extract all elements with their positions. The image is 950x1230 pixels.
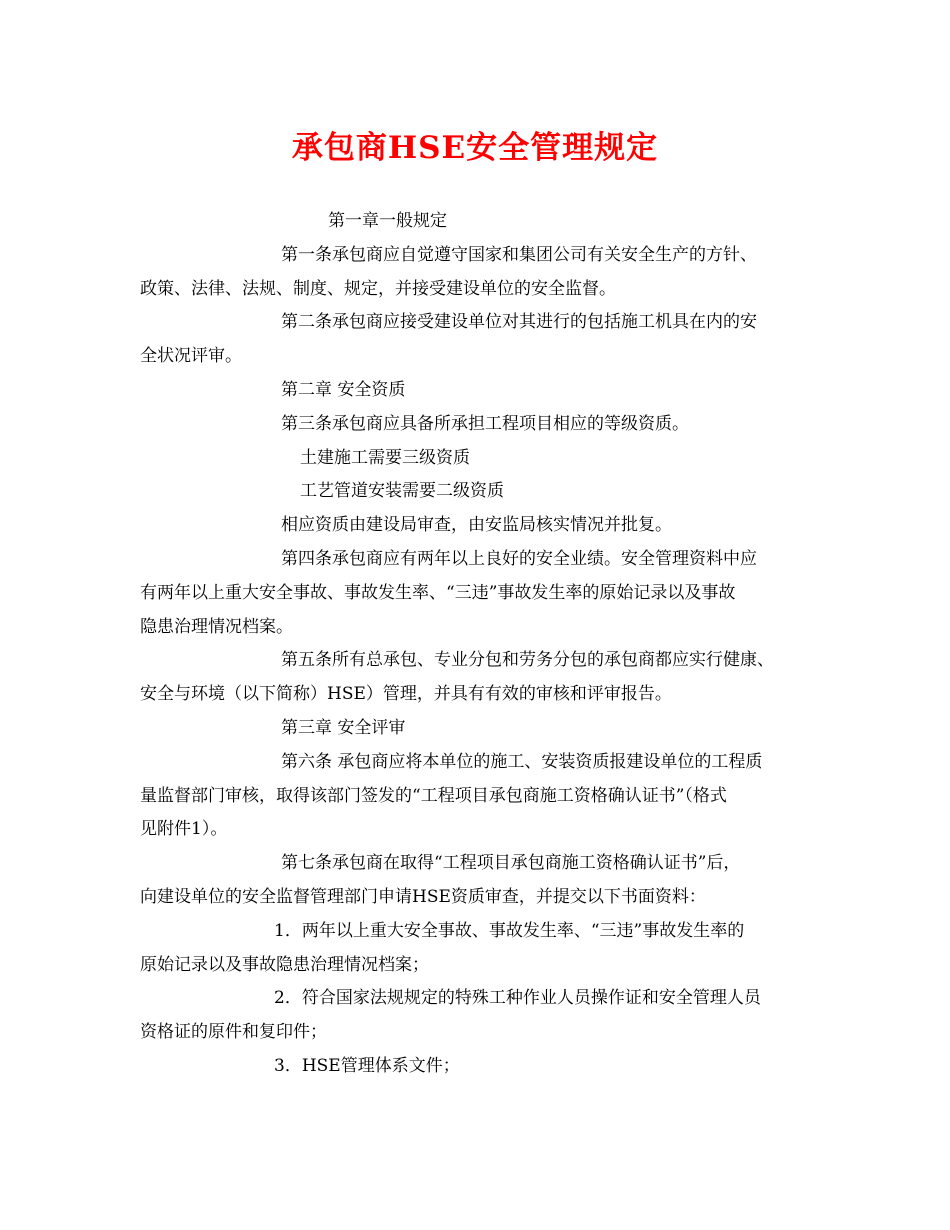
paragraph-line: 第五条所有总承包、专业分包和劳务分包的承包商都应实行健康、 bbox=[281, 650, 774, 671]
paragraph-line: 第一章一般规定 bbox=[328, 211, 447, 231]
paragraph-line: 第四条承包商应有两年以上良好的安全业绩。安全管理资料中应 bbox=[281, 548, 757, 569]
paragraph-line: 原始记录以及事故隐患治理情况档案； bbox=[140, 954, 429, 975]
paragraph-line: 第一条承包商应自觉遵守国家和集团公司有关安全生产的方针、 bbox=[281, 244, 757, 265]
document-body bbox=[140, 205, 816, 1084]
paragraph-line: 全状况评审。 bbox=[140, 346, 242, 367]
paragraph-line: 隐患治理情况档案。 bbox=[140, 616, 293, 637]
paragraph-line: 2．符合国家法规规定的特殊工种作业人员操作证和安全管理人员 bbox=[274, 988, 761, 1009]
paragraph-line: 1．两年以上重大安全事故、事故发生率、“三违”事故发生率的 bbox=[274, 920, 745, 941]
paragraph-line: 第三章 安全评审 bbox=[281, 717, 406, 738]
paragraph-line: 见附件1）。 bbox=[140, 819, 228, 840]
paragraph-line: 有两年以上重大安全事故、事故发生率、“三违”事故发生率的原始记录以及事故 bbox=[140, 582, 736, 603]
paragraph-line: 第二章 安全资质 bbox=[281, 379, 406, 400]
paragraph-line: 3．HSE管理体系文件； bbox=[274, 1055, 460, 1076]
paragraph-line: 第七条承包商在取得“工程项目承包商施工资格确认证书”后， bbox=[281, 853, 741, 874]
paragraph-line: 量监督部门审核，取得该部门签发的“工程项目承包商施工资格确认证书”（格式 bbox=[140, 785, 727, 806]
document-title: 承包商HSE安全管理规定 bbox=[291, 130, 659, 166]
paragraph-line: 第二条承包商应接受建设单位对其进行的包括施工机具在内的安 bbox=[281, 312, 757, 333]
paragraph-line: 资格证的原件和复印件； bbox=[140, 1022, 327, 1043]
paragraph-line: 工艺管道安装需要二级资质 bbox=[300, 481, 504, 502]
paragraph-line: 向建设单位的安全监督管理部门申请HSE资质审查，并提交以下书面资料： bbox=[140, 886, 706, 907]
paragraph-line: 相应资质由建设局审查，由安监局核实情况并批复。 bbox=[281, 515, 672, 536]
paragraph-line: 土建施工需要三级资质 bbox=[300, 447, 470, 468]
paragraph-line: 政策、法律、法规、制度、规定，并接受建设单位的安全监督。 bbox=[140, 278, 616, 299]
paragraph-line: 安全与环境（以下简称）HSE）管理，并具有有效的审核和评审报告。 bbox=[140, 684, 672, 705]
paragraph-line: 第三条承包商应具备所承担工程项目相应的等级资质。 bbox=[281, 413, 689, 434]
paragraph-line: 第六条 承包商应将本单位的施工、安装资质报建设单位的工程质 bbox=[281, 751, 763, 772]
